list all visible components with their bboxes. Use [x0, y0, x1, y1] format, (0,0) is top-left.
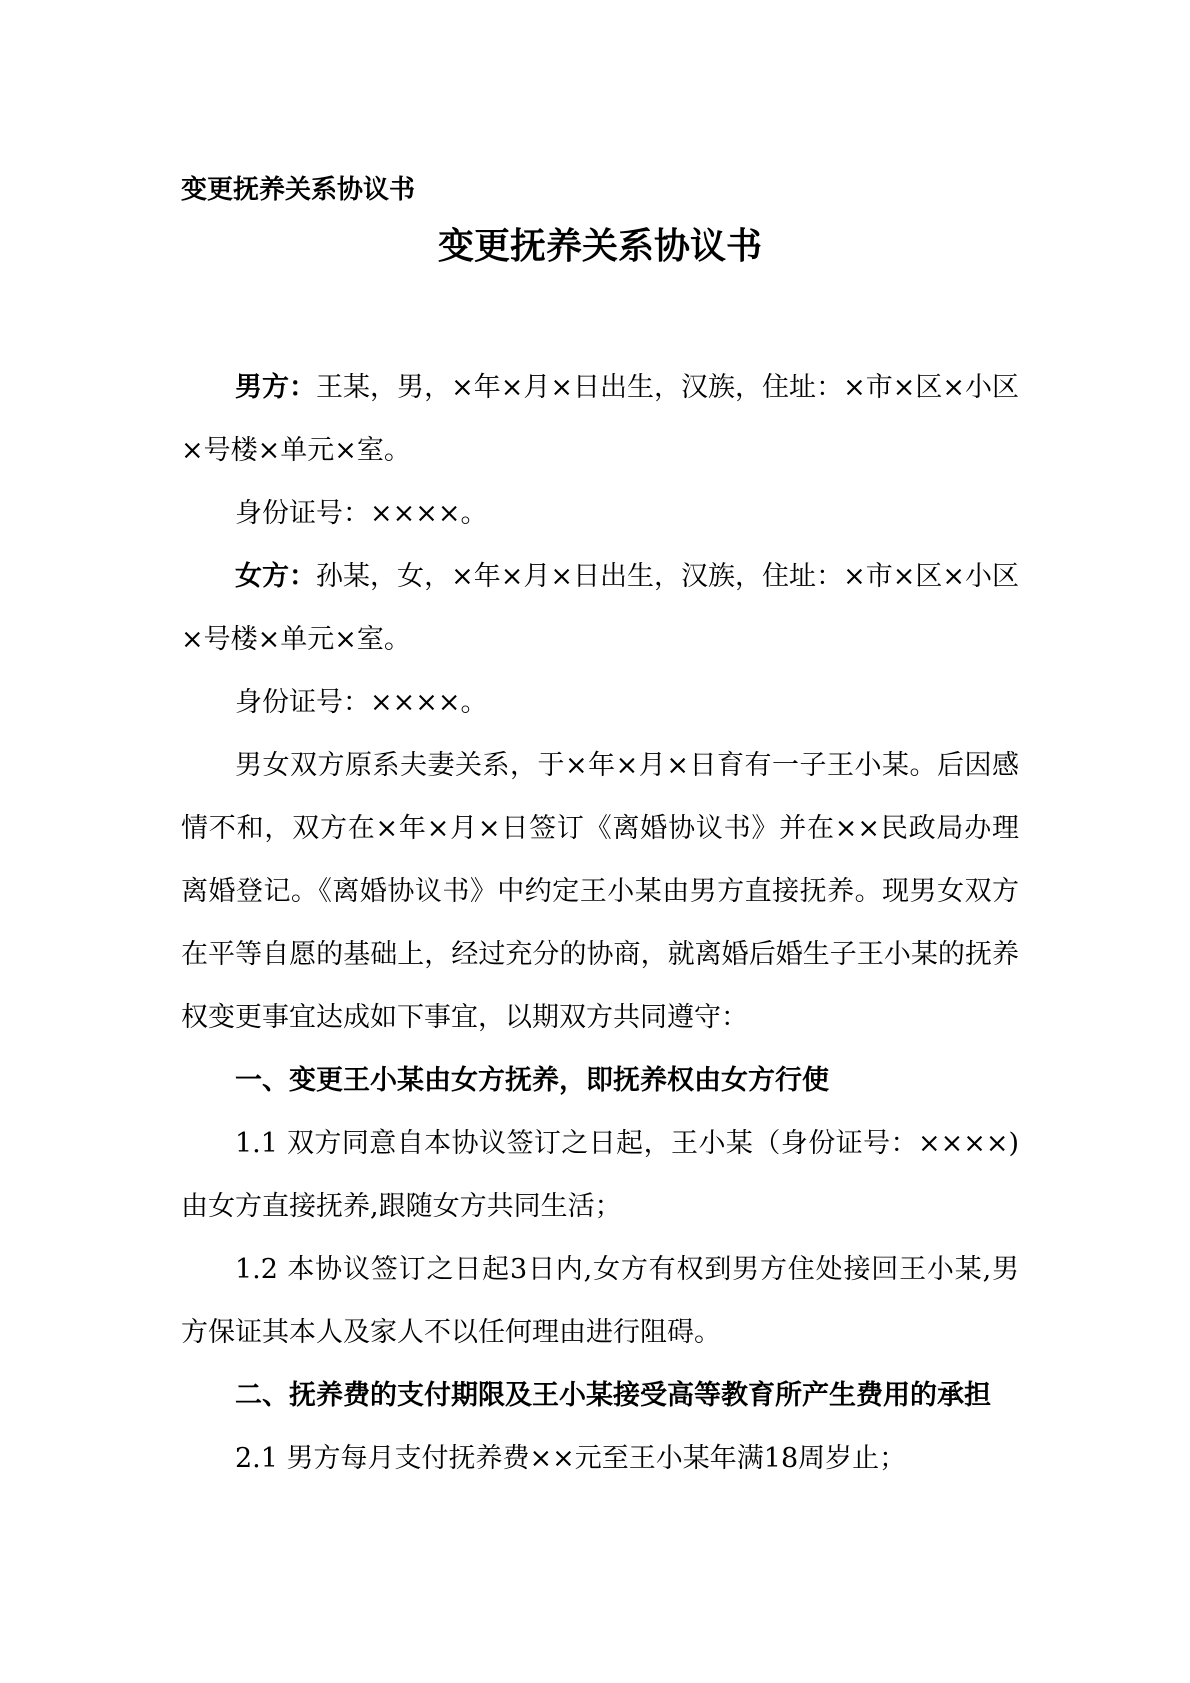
preamble-paragraph: 男女双方原系夫妻关系，于×年×月×日育有一子王小某。后因感情不和，双方在×年×月×日签订《离婚协议书》并在××民政局办理离婚登记。《离婚协议书》中约定王小某由男方直接抚养。现男女双方在平等自愿的基础上，经过充分的协商，就离婚后婚生子王小某的抚养权变更事宜达成如下事宜，以期双方共同遵守： [181, 750, 1019, 1033]
female-party-label: 女方： [235, 561, 317, 592]
clause-2-1: 2.1 男方每月支付抚养费××元至王小某年满18周岁止； [235, 1443, 907, 1474]
male-party-label: 男方： [235, 372, 317, 403]
male-party-info [181, 356, 1019, 482]
female-party-id: 身份证号：××××。 [235, 687, 488, 718]
document-header: 变更抚养关系协议书 [181, 175, 416, 205]
section-2-heading: 二、抚养费的支付期限及王小某接受高等教育所产生费用的承担 [235, 1380, 991, 1411]
document-body [181, 164, 1019, 1490]
female-party-info [181, 545, 1019, 671]
female-party-details: 孙某，女，×年×月×日出生，汉族，住址：×市×区×小区×号楼×单元×室。 [181, 561, 1019, 655]
document-title: 变更抚养关系协议书 [437, 225, 762, 267]
male-party-id: 身份证号：××××。 [235, 498, 488, 529]
clause-1-1: 1.1 双方同意自本协议签订之日起，王小某（身份证号：××××)由女方直接抚养,跟随女方共同生活； [181, 1128, 1019, 1222]
section-1-heading: 一、变更王小某由女方抚养，即抚养权由女方行使 [235, 1065, 829, 1096]
male-party-details: 王某，男，×年×月×日出生，汉族，住址：×市×区×小区×号楼×单元×室。 [181, 372, 1019, 466]
clause-1-2: 1.2 本协议签订之日起3日内,女方有权到男方住处接回王小某,男方保证其本人及家人不以任何理由进行阻碍。 [181, 1254, 1019, 1348]
